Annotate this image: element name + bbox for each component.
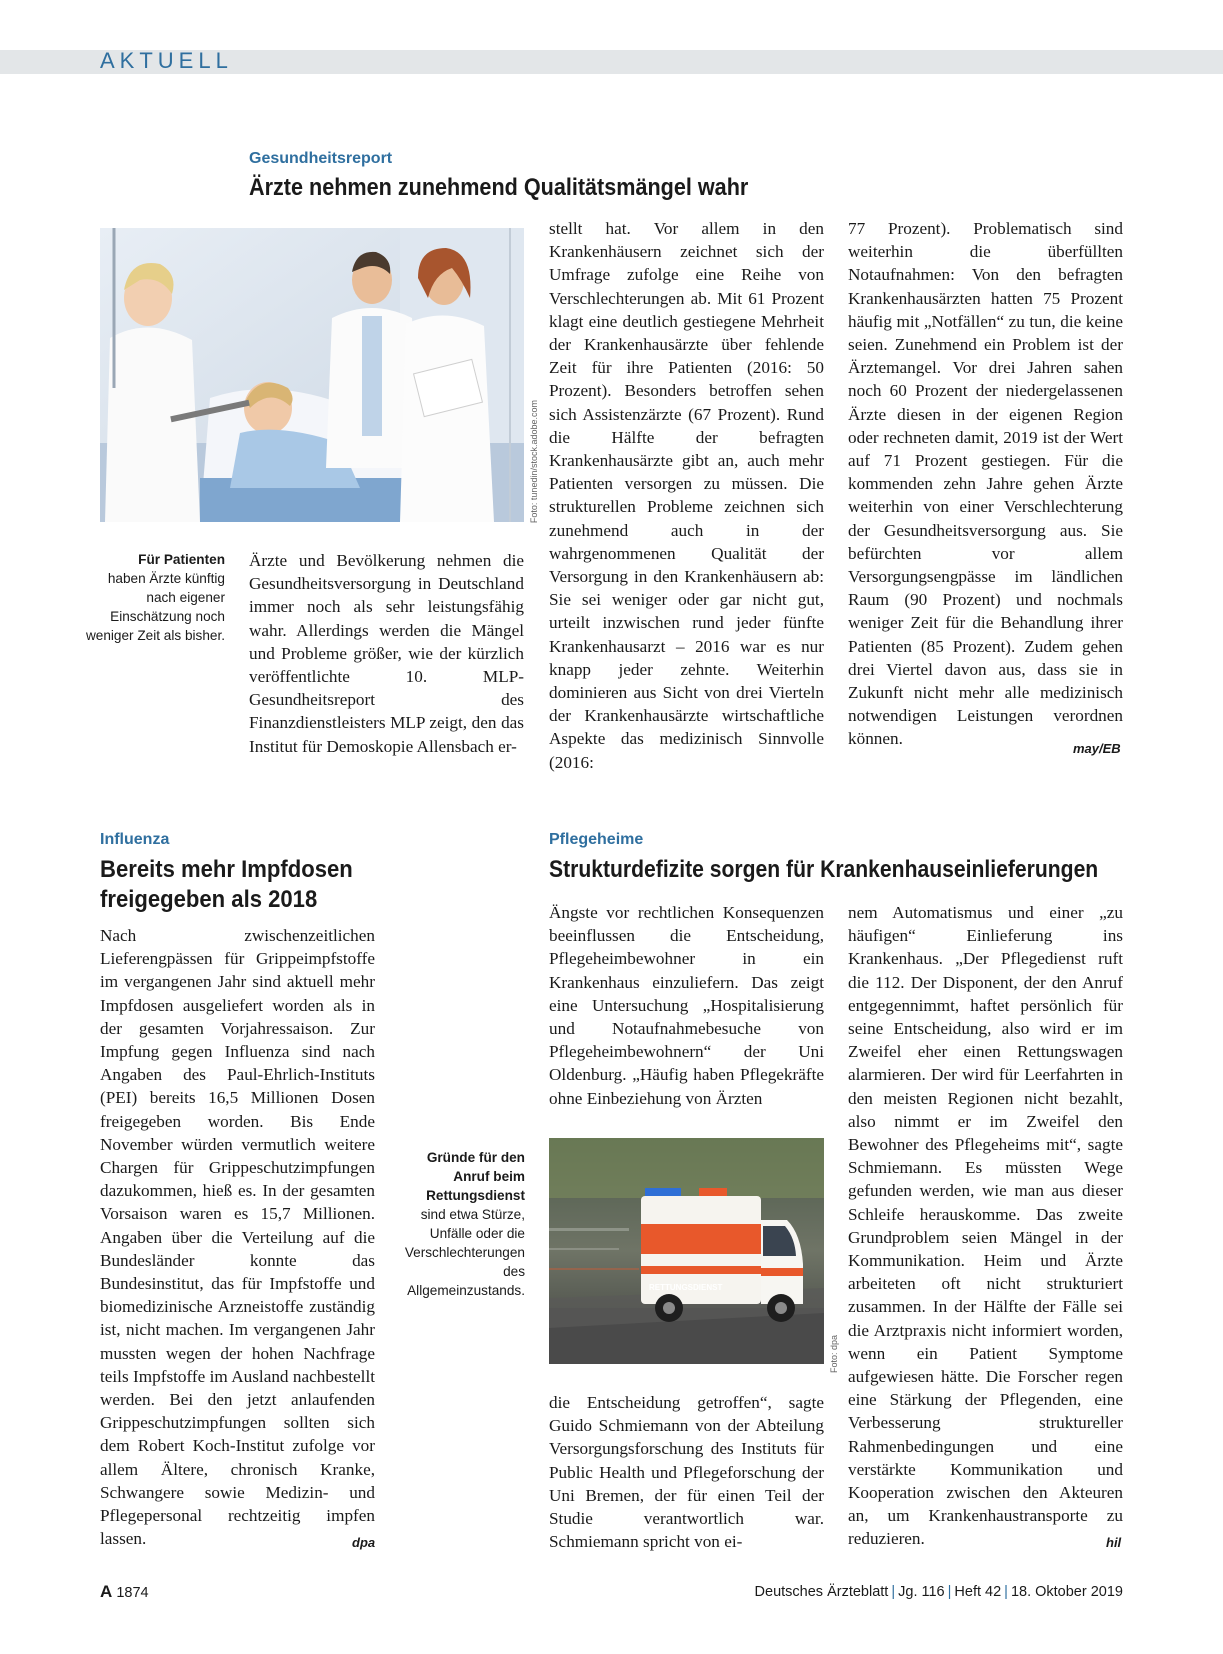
- article3-photo-credit: Foto: dpa: [829, 1335, 839, 1374]
- article3-column-1-bottom: die Entscheidung getroffen“, sagte Guido Schmiemann von der Abteilung Versorgungsforschung des Instituts für Public Health und Pflegeforschung der Uni Bremen, der für einen Teil der Studie verantwortlich war. Schmiemann spricht von ei-: [549, 1393, 824, 1552]
- article3-column-2: nem Automatismus und einer „zu häufigen“ Einlieferung ins Krankenhaus. „Der Pflegedienst ruft die 112. Der Disponent, der den Anruf entgegennimmt, haftet persönlich für seine Entscheidung, also wird er im Zweifel eher einen Rettungswagen alarmieren. Der wird für Leerfahrten in den meisten Regionen nicht bezahlt, also nimmt er im Zweifel den Bewohner des Pflegeheims mit“, sagte Schmiemann. Es müssten Wege gefunden werden, wie man aus dieser Schleife herauskomme. Das zweite Grundproblem seien Mängel in der Kommunikation. Heim und Ärzte arbeiteten oft nicht strukturiert zusammen. In der Hälfte der Fälle sei die Arztpraxis nicht informiert worden, wenn ein Patient Symptome aufgewiesen hätte. Die Forscher regen eine Stärkung der Pflegenden, eine Verbesserung struktureller Rahmenbedingungen und eine verstärkte Kommunikation und Kooperation zwischen den Akteuren an, um Krankenhaustransporte zu reduzieren.: [848, 903, 1123, 1549]
- article1-photo-credit: Foto: tunedin/stock.adobe.com: [529, 400, 539, 524]
- article3-headline: Strukturdefizite sorgen für Krankenhauseinlieferungen: [549, 856, 1099, 883]
- section-label: AKTUELL: [100, 48, 233, 73]
- article1-caption: [80, 550, 225, 645]
- footer-journal-info: Deutsches Ärzteblatt | Jg. 116 | Heft 42 | 18. Oktober 2019: [754, 1584, 1123, 1600]
- page-prefix: A: [100, 1582, 113, 1601]
- page-number-value: 1874: [116, 1585, 149, 1601]
- ambulance-photo: [549, 1138, 824, 1364]
- ambulance-text: RETTUNGSDIENST: [649, 1283, 723, 1292]
- doctors-photo-illustration: [100, 228, 524, 522]
- footer-journal: Deutsches Ärzteblatt: [754, 1584, 889, 1600]
- footer-volume: Jg. 116: [898, 1584, 945, 1600]
- article3-column-1-top: Ängste vor rechtlichen Konsequenzen beeinflussen die Entscheidung, Pflegeheimbewohner in ein Krankenhaus einzuliefern. Das zeigt eine Untersuchung „Hospitalisierung und Notaufnahmebesuche von Pflegeheimbewohnern“ der Uni Oldenburg. „Häufig haben Pflegekräfte ohne Einbeziehung von Ärzten: [549, 903, 824, 1108]
- footer-date: 18. Oktober 2019: [1010, 1584, 1123, 1600]
- article1-caption-bold: Für Patienten: [138, 552, 225, 567]
- article2-author: dpa: [352, 1535, 376, 1550]
- article1-column-3: 77 Prozent). Problematisch sind weiterhin die überfüllten Notaufnahmen: Von den befragten Krankenhausärzten hatten 75 Prozent häufig mit „Notfällen“ zu tun, die keine seien. Zunehmend ein Problem ist der Ärztemangel. Vor drei Jahren sahen noch 60 Prozent der niedergelassenen Ärzte diesen in der eigenen Region oder rechneten damit, 2019 ist der Wert auf 71 Prozent gestiegen. Für die kommenden zehn Jahre gehen Ärzte weiterhin von einer Verschlechterung der Gesundheitsversorgung aus. Sie befürchten vor allem Versorgungsengpässe im ländlichen Raum (90 Prozent) und nochmals weniger Zeit für die Behandlung ihrer Patienten (85 Prozent). Zudem gehen drei Viertel davon aus, dass sie in Zukunft nicht mehr alle medizinisch notwendigen Leistungen verordnen können.: [848, 219, 1123, 749]
- article3-author: hil: [1106, 1535, 1122, 1550]
- article2-column: Nach zwischenzeitlichen Lieferengpässen für Grippeimpfstoffe im vergangenen Jahr sind aktuell mehr Impfdosen ausgeliefert worden als in der gesamten Vorjahressaison. Zur Impfung gegen Influenza sind nach Angaben des Paul-Ehrlich-Instituts (PEI) bereits 16,5 Millionen Dosen freigegeben worden. Bis Ende November würden vermutlich weitere Chargen für Grippeschutzimpfungen dazukommen, hieß es. In der gesamten Vorsaison waren es 15,7 Millionen. Angaben über die Verteilung auf die Bundesländer konnte das Bundesinstitut, das für Impfstoffe und biomedizinische Arzneistoffe zuständig ist, nicht machen. Im vergangenen Jahr mussten wegen der hohen Nachfrage teils Impfstoffe im Ausland nachbestellt werden. Bei den jetzt anlaufenden Grippeschutzimpfungen sollten sich dem Robert Koch-Institut zufolge vor allem Ältere, chronisch Kranke, Schwangere sowie Medizin- und Pflegepersonal rechtzeitig impfen lassen.: [100, 926, 375, 1549]
- article1-column-2: stellt hat. Vor allem in den Krankenhäusern zeichnet sich der Umfrage zufolge eine Reihe von Verschlechterungen ab. Mit 61 Prozent klagt eine deutlich gestiegene Mehrheit der Krankenhausärzte über fehlende Zeit für ihre Patienten (2016: 50 Prozent). Besonders betroffen sehen sich Assistenzärzte (67 Prozent). Rund die Hälfte der befragten Krankenhausärzte gibt an, auch mehr Patienten versorgen zu müssen. Die strukturellen Probleme zeichnen sich zunehmend auch in der wahrgenommenen Qualität der Versorgung in den Krankenhäusern ab: Sie sei weniger oder gar nicht gut, urteilt inzwischen rund jeder fünfte Krankenhausarzt – 2016 war es nur knapp jeder zehnte. Weiterhin dominieren aus Sicht von drei Vierteln der Krankenhausärzte wirtschaftliche Aspekte das medizinisch Sinnvolle (2016:: [549, 219, 824, 772]
- article3-caption-text: sind etwa Stürze, Unfälle oder die Verschlechterungen des Allgemeinzustands.: [404, 1207, 525, 1298]
- article2-headline-line1: Bereits mehr Impfdosen: [100, 856, 353, 883]
- article3-caption-bold: Gründe für den Anruf beim Rettungsdienst: [426, 1150, 525, 1203]
- page-number: [100, 1582, 149, 1602]
- article2-headline-line2: freigegeben als 2018: [100, 886, 318, 913]
- article2-headline: [100, 855, 353, 915]
- doctors-photo: [100, 228, 524, 522]
- footer-issue: Heft 42: [954, 1584, 1002, 1600]
- article1-column-1: Ärzte und Bevölkerung nehmen die Gesundheitsversorgung in Deutschland immer noch als sehr leistungsfähig wahr. Allerdings werden die Mängel und Probleme größer, wie der kürzlich veröffentlichte 10. MLP-Gesundheitsreport des Finanzdienstleisters MLP zeigt, den das Institut für Demoskopie Allensbach er-: [249, 551, 524, 756]
- ambulance-photo-illustration: [549, 1138, 824, 1364]
- article3-kicker: Pflegeheime: [549, 831, 644, 848]
- article3-caption: [395, 1148, 525, 1300]
- article1-kicker: Gesundheitsreport: [249, 150, 393, 167]
- article1-caption-text: haben Ärzte künftig nach eigener Einschätzung noch weniger Zeit als bisher.: [85, 571, 225, 643]
- article2-kicker: Influenza: [100, 831, 170, 848]
- article1-headline: Ärzte nehmen zunehmend Qualitätsmängel wahr: [249, 174, 749, 201]
- article1-author: may/EB: [1073, 741, 1121, 756]
